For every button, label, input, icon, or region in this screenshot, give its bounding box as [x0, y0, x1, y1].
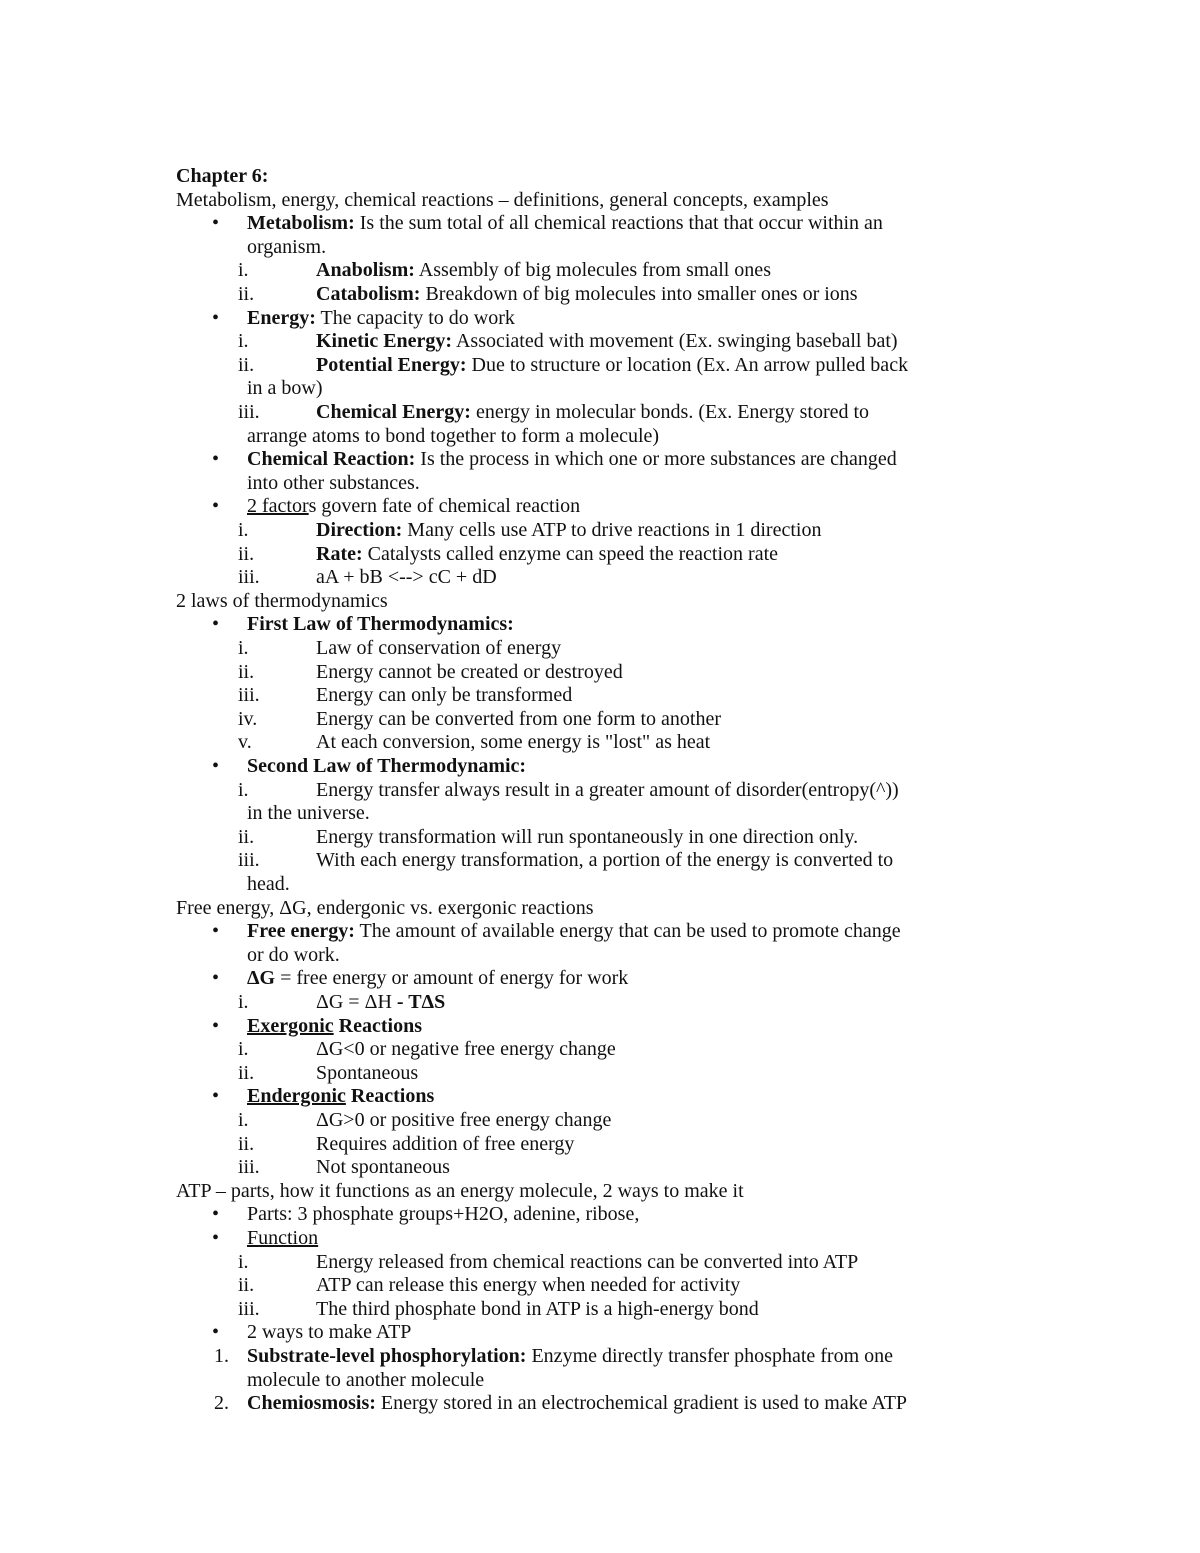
item-text-continued: arrange atoms to bond together to form a molecule)	[247, 425, 660, 447]
list-marker: ii.	[238, 1062, 255, 1084]
section-title-text: Free energy, ΔG, endergonic vs. exergonic reactions	[176, 897, 594, 919]
item-text-continued: or do work.	[247, 944, 340, 966]
list-marker: i.	[238, 637, 249, 659]
list-marker: i.	[238, 519, 249, 541]
list-item-continuation	[247, 235, 326, 259]
list-item	[247, 966, 628, 990]
list-item	[247, 211, 883, 235]
section-title-text: 2 laws of thermodynamics	[176, 590, 388, 612]
item-text: Associated with movement (Ex. swinging baseball bat)	[452, 330, 898, 352]
list-marker: •	[212, 1227, 220, 1249]
list-item	[316, 1155, 450, 1179]
list-item-continuation	[247, 1368, 484, 1392]
list-item	[247, 1226, 318, 1250]
item-text: The capacity to do work	[315, 307, 515, 329]
list-item	[316, 990, 445, 1014]
list-marker: •	[212, 1203, 220, 1225]
list-item	[316, 353, 908, 377]
underlined-text: 2 factor	[247, 495, 309, 517]
section-title	[176, 589, 388, 613]
term-label: Chemiosmosis:	[247, 1392, 376, 1414]
item-text-continued: in the universe.	[247, 802, 370, 824]
list-marker: •	[212, 212, 220, 234]
list-item	[316, 518, 821, 542]
term-label: Potential Energy:	[316, 354, 467, 376]
list-marker: •	[212, 967, 220, 989]
list-marker: iii.	[238, 401, 260, 423]
list-item	[247, 1344, 893, 1368]
list-marker: i.	[238, 330, 249, 352]
item-text: Catalysts called enzyme can speed the reaction rate	[362, 543, 779, 565]
item-text: The amount of available energy that can be used to promote change	[354, 920, 901, 942]
list-marker: •	[212, 613, 220, 635]
item-text: Is the process in which one or more substances are changed	[415, 448, 897, 470]
list-marker: •	[212, 920, 220, 942]
item-text: Requires addition of free energy	[316, 1133, 575, 1155]
formula-tail: - TΔS	[396, 991, 446, 1013]
list-marker: 2.	[214, 1392, 229, 1414]
list-marker: ii.	[238, 1133, 255, 1155]
list-item	[316, 400, 869, 424]
item-text: Many cells use ATP to drive reactions in 1 direction	[402, 519, 822, 541]
term-label: Chemical Reaction:	[247, 448, 416, 470]
list-marker: •	[212, 307, 220, 329]
list-item	[247, 1202, 639, 1226]
list-item	[316, 660, 623, 684]
term-label: Catabolism:	[316, 283, 421, 305]
item-text-continued: in a bow)	[247, 377, 323, 399]
list-marker: iii.	[238, 684, 260, 706]
list-item	[247, 1014, 422, 1038]
item-text: ΔG = ΔH	[316, 991, 397, 1013]
list-marker: •	[212, 495, 220, 517]
list-item	[316, 1250, 858, 1274]
list-item	[316, 1037, 616, 1061]
term-label: Anabolism:	[316, 259, 415, 281]
item-text: Parts: 3 phosphate groups+H2O, adenine, ribose,	[247, 1203, 640, 1225]
list-item	[247, 306, 515, 330]
list-item	[316, 282, 858, 306]
list-item-continuation	[247, 801, 370, 825]
item-text: The third phosphate bond in ATP is a high-energy bond	[316, 1298, 759, 1320]
item-text: Assembly of big molecules from small ones	[414, 259, 771, 281]
item-text: = free energy or amount of energy for work	[275, 967, 629, 989]
list-item	[316, 565, 497, 589]
list-item	[316, 1108, 611, 1132]
list-item	[316, 636, 561, 660]
item-text: ΔG>0 or positive free energy change	[316, 1109, 612, 1131]
section-title	[176, 188, 829, 212]
list-item-continuation	[247, 943, 340, 967]
item-text: Energy stored in an electrochemical gradient is used to make ATP	[375, 1392, 908, 1414]
list-marker: i.	[238, 1038, 249, 1060]
term-label: Energy:	[247, 307, 316, 329]
item-text: ΔG<0 or negative free energy change	[316, 1038, 616, 1060]
term-label: ΔG	[247, 967, 276, 989]
list-marker: i.	[238, 991, 249, 1013]
item-text: Spontaneous	[316, 1062, 419, 1084]
list-marker: 1.	[214, 1345, 229, 1367]
item-text: With each energy transformation, a portion of the energy is converted to	[316, 849, 894, 871]
chapter-heading	[176, 164, 268, 188]
item-text: Enzyme directly transfer phosphate from one	[526, 1345, 894, 1367]
list-marker: i.	[238, 1251, 249, 1273]
term-label: Kinetic Energy:	[316, 330, 453, 352]
chapter-title: Chapter 6:	[176, 165, 269, 187]
list-marker: ii.	[238, 283, 255, 305]
list-marker: i.	[238, 1109, 249, 1131]
section-title-text: Metabolism, energy, chemical reactions – definitions, general concepts, examples	[176, 189, 829, 211]
list-item	[316, 1061, 418, 1085]
list-item	[247, 494, 580, 518]
term-label: Metabolism:	[247, 212, 355, 234]
list-marker: ii.	[238, 826, 255, 848]
item-text: energy in molecular bonds. (Ex. Energy stored to	[470, 401, 870, 423]
item-text: Energy cannot be created or destroyed	[316, 661, 623, 683]
list-marker: iv.	[238, 708, 258, 730]
list-marker: ii.	[238, 661, 255, 683]
item-text: Not spontaneous	[316, 1156, 450, 1178]
item-text: Energy can only be transformed	[316, 684, 573, 706]
list-marker: ii.	[238, 543, 255, 565]
item-text: Energy can be converted from one form to another	[316, 708, 722, 730]
item-text: aA + bB <--> cC + dD	[316, 566, 497, 588]
list-item-continuation	[247, 872, 290, 896]
term-label: Second Law of Thermodynamic:	[247, 755, 527, 777]
item-text: Energy transfer always result in a greater amount of disorder(entropy(^))	[316, 779, 899, 801]
list-marker: •	[212, 1015, 220, 1037]
term-label: First Law of Thermodynamics:	[247, 613, 514, 635]
section-title	[176, 896, 594, 920]
term-label: Substrate-level phosphorylation:	[247, 1345, 527, 1367]
list-marker: v.	[238, 731, 252, 753]
list-item-continuation	[247, 424, 659, 448]
term-label: Free energy:	[247, 920, 355, 942]
item-text-continued: into other substances.	[247, 472, 420, 494]
list-marker: •	[212, 448, 220, 470]
item-text: Breakdown of big molecules into smaller ones or ions	[420, 283, 858, 305]
list-item	[247, 1391, 907, 1415]
list-item	[316, 848, 893, 872]
item-text: Due to structure or location (Ex. An arrow pulled back	[466, 354, 909, 376]
list-item	[316, 730, 710, 754]
list-item	[316, 778, 899, 802]
list-marker: •	[212, 755, 220, 777]
list-item	[247, 612, 514, 636]
item-text: Energy released from chemical reactions can be converted into ATP	[316, 1251, 859, 1273]
item-text: At each conversion, some energy is "lost" as heat	[316, 731, 711, 753]
term-label: Rate:	[316, 543, 363, 565]
list-marker: i.	[238, 259, 249, 281]
list-marker: iii.	[238, 1156, 260, 1178]
list-marker: •	[212, 1321, 220, 1343]
list-item	[316, 1273, 740, 1297]
term-label: Chemical Energy:	[316, 401, 471, 423]
item-text: Law of conservation of energy	[316, 637, 562, 659]
section-title	[176, 1179, 744, 1203]
item-text: ATP can release this energy when needed for activity	[316, 1274, 741, 1296]
list-item-continuation	[247, 471, 420, 495]
list-item-continuation	[247, 376, 323, 400]
list-item	[247, 1084, 434, 1108]
list-item	[247, 447, 897, 471]
underlined-text: Function	[247, 1227, 319, 1249]
item-text-continued: organism.	[247, 236, 327, 258]
item-text: s govern fate of chemical reaction	[308, 495, 581, 517]
list-marker: i.	[238, 779, 249, 801]
list-item	[247, 919, 901, 943]
item-text-continued: molecule to another molecule	[247, 1369, 485, 1391]
item-text: 2 ways to make ATP	[247, 1321, 412, 1343]
list-marker: ii.	[238, 1274, 255, 1296]
list-item	[316, 707, 721, 731]
list-marker: iii.	[238, 566, 260, 588]
list-item	[316, 329, 898, 353]
list-marker: ii.	[238, 354, 255, 376]
list-item	[247, 754, 526, 778]
list-item	[247, 1320, 411, 1344]
term-label: Endergonic Reactions	[247, 1085, 435, 1107]
item-text: Energy transformation will run spontaneously in one direction only.	[316, 826, 859, 848]
item-text: Is the sum total of all chemical reactions that that occur within an	[354, 212, 883, 234]
list-marker: •	[212, 1085, 220, 1107]
term-label: Direction:	[316, 519, 403, 541]
list-item	[316, 1132, 574, 1156]
list-item	[316, 258, 771, 282]
section-title-text: ATP – parts, how it functions as an energy molecule, 2 ways to make it	[176, 1180, 744, 1202]
list-item	[316, 542, 778, 566]
list-item	[316, 1297, 759, 1321]
term-label: Exergonic Reactions	[247, 1015, 422, 1037]
list-item	[316, 825, 858, 849]
list-marker: iii.	[238, 1298, 260, 1320]
list-item	[316, 683, 572, 707]
list-marker: iii.	[238, 849, 260, 871]
item-text-continued: head.	[247, 873, 290, 895]
